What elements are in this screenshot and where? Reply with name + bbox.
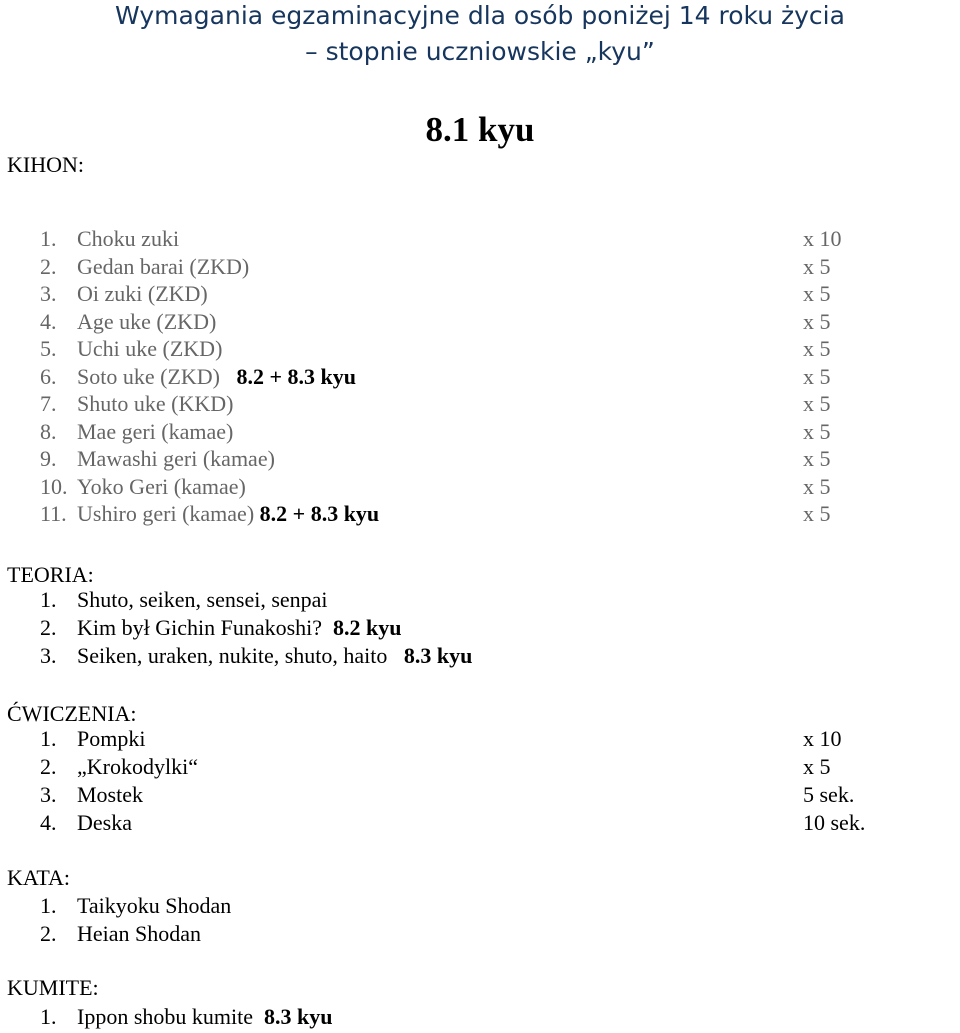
kihon-item — [40, 308, 216, 336]
item-name: Pompki — [77, 726, 146, 751]
item-count: 5 sek. — [803, 782, 855, 807]
document-heading-line-1: Wymagania egzaminacyjne dla osób poniżej 14 roku życia — [115, 1, 845, 30]
item-level-note: 8.2 kyu — [333, 615, 402, 640]
item-number: 5. — [40, 336, 57, 361]
item-count: 10 sek. — [803, 810, 866, 835]
item-name: Heian Shodan — [77, 921, 202, 946]
item-count: x 5 — [803, 281, 831, 306]
item-count: x 10 — [803, 726, 842, 751]
item-level-note: 8.2 + 8.3 kyu — [236, 363, 356, 389]
item-number: 1. — [40, 726, 57, 751]
item-name: Mawashi geri (kamae) — [77, 446, 275, 471]
item-name: Choku zuki — [77, 226, 180, 251]
kihon-item — [40, 253, 249, 281]
item-number: 10. — [40, 473, 68, 499]
item-number: 4. — [40, 308, 57, 334]
cwiczenia-item — [40, 753, 198, 781]
item-number: 9. — [40, 446, 57, 471]
teoria-item — [40, 586, 328, 614]
item-number: 3. — [40, 643, 57, 668]
item-count: x 5 — [803, 446, 831, 471]
item-name: Mostek — [77, 782, 143, 807]
teoria-heading: TEORIA: — [7, 562, 94, 587]
item-number: 1. — [40, 587, 57, 612]
item-level-note: 8.3 kyu — [264, 1004, 333, 1029]
item-name: Mae geri (kamae) — [77, 418, 234, 444]
kata-item — [40, 920, 201, 948]
item-number: 2. — [40, 615, 57, 640]
document-heading-line-2: – stopnie uczniowskie „kyu” — [305, 37, 655, 66]
item-count: x 5 — [803, 754, 831, 779]
item-level-note: 8.2 + 8.3 kyu — [259, 501, 380, 526]
item-name: Deska — [77, 810, 132, 835]
item-count: x 5 — [803, 473, 831, 499]
kumite-item — [40, 1003, 332, 1031]
item-number: 2. — [40, 754, 57, 779]
kihon-item — [40, 418, 233, 446]
item-count: x 5 — [803, 336, 831, 361]
item-name: Ippon shobu kumite — [77, 1004, 264, 1029]
item-number: 3. — [40, 281, 57, 306]
item-count: x 5 — [803, 501, 831, 526]
kihon-item — [40, 335, 222, 363]
item-number: 8. — [40, 418, 57, 444]
item-number: 3. — [40, 782, 57, 807]
item-name: Gedan barai (ZKD) — [77, 253, 250, 279]
item-name: Oi zuki (ZKD) — [77, 281, 208, 306]
cwiczenia-item — [40, 809, 132, 837]
kumite-heading: KUMITE: — [7, 975, 99, 1000]
item-name: Soto uke (ZKD) — [77, 363, 237, 389]
item-count: x 10 — [803, 226, 842, 251]
kata-item — [40, 892, 231, 920]
item-count: x 5 — [803, 363, 831, 389]
item-name: Ushiro geri (kamae) — [77, 501, 260, 526]
cwiczenia-item — [40, 725, 145, 753]
teoria-item — [40, 642, 472, 670]
item-name: Kim był Gichin Funakoshi? — [77, 615, 334, 640]
kihon-item — [40, 390, 233, 418]
teoria-item — [40, 614, 402, 642]
item-count: x 5 — [803, 418, 831, 444]
item-count: x 5 — [803, 391, 831, 416]
item-name: Age uke (ZKD) — [77, 308, 217, 334]
cwiczenia-heading: ĆWICZENIA: — [7, 701, 137, 726]
item-name: Uchi uke (ZKD) — [77, 336, 223, 361]
item-number: 7. — [40, 391, 57, 416]
item-number: 2. — [40, 253, 57, 279]
item-number: 4. — [40, 810, 57, 835]
kihon-heading: KIHON: — [7, 152, 84, 177]
item-number: 1. — [40, 226, 57, 251]
item-name: Taikyoku Shodan — [77, 893, 232, 918]
kihon-item — [40, 363, 356, 391]
item-count: x 5 — [803, 253, 831, 279]
item-number: 1. — [40, 1004, 57, 1029]
kihon-item — [40, 473, 246, 501]
kihon-item — [40, 225, 179, 253]
item-number: 1. — [40, 893, 57, 918]
kihon-item — [40, 500, 379, 528]
item-name: „Krokodylki“ — [77, 754, 198, 779]
kihon-item — [40, 280, 208, 308]
item-number: 2. — [40, 921, 57, 946]
item-name: Yoko Geri (kamae) — [77, 473, 246, 499]
item-name: Shuto, seiken, sensei, senpai — [77, 587, 328, 612]
cwiczenia-item — [40, 781, 143, 809]
rank-title: 8.1 kyu — [425, 110, 535, 149]
item-number: 11. — [40, 501, 67, 526]
item-number: 6. — [40, 363, 57, 389]
kata-heading: KATA: — [7, 865, 71, 890]
item-name: Shuto uke (KKD) — [77, 391, 234, 416]
item-level-note: 8.3 kyu — [403, 643, 473, 668]
kihon-item — [40, 445, 275, 473]
item-count: x 5 — [803, 308, 831, 334]
item-name: Seiken, uraken, nukite, shuto, haito — [77, 643, 404, 668]
